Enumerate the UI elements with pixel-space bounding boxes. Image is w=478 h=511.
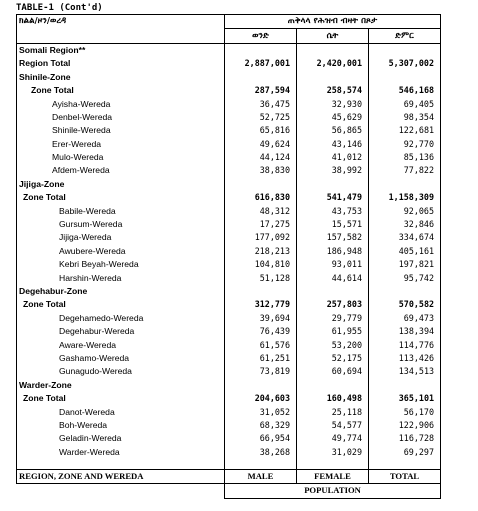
wereda-row — [17, 258, 441, 271]
row-label: Babile-Wereda — [17, 204, 225, 217]
spacer-cell — [225, 459, 297, 470]
cell-female: 38,992 — [297, 164, 369, 177]
cell-male — [225, 178, 297, 191]
cell-female: 15,571 — [297, 218, 369, 231]
cell-female: 160,498 — [297, 392, 369, 405]
spacer-cell — [369, 459, 441, 470]
cell-male: 73,819 — [225, 365, 297, 378]
cell-male: 38,268 — [225, 446, 297, 459]
cell-female: 52,175 — [297, 352, 369, 365]
row-label: Degehabur-Zone — [17, 285, 225, 298]
row-label: Aware-Wereda — [17, 338, 225, 351]
cell-male: 44,124 — [225, 151, 297, 164]
cell-female: 53,200 — [297, 338, 369, 351]
cell-female: 60,694 — [297, 365, 369, 378]
row-label: Boh-Wereda — [17, 419, 225, 432]
row-label: Afdem-Wereda — [17, 164, 225, 177]
cell-total: 92,065 — [369, 204, 441, 217]
wereda-row — [17, 111, 441, 124]
cell-male: 61,576 — [225, 338, 297, 351]
zone-heading-row — [17, 71, 441, 84]
row-label: Jijiga-Zone — [17, 178, 225, 191]
cell-total: 114,776 — [369, 338, 441, 351]
cell-total: 69,473 — [369, 312, 441, 325]
cell-total: 85,136 — [369, 151, 441, 164]
row-label: Ayisha-Wereda — [17, 97, 225, 110]
cell-female — [297, 178, 369, 191]
zone-heading-row — [17, 285, 441, 298]
row-label: Awubere-Wereda — [17, 245, 225, 258]
cell-female — [297, 43, 369, 57]
row-label: Zone Total — [17, 392, 225, 405]
wereda-row — [17, 446, 441, 459]
cell-male: 104,810 — [225, 258, 297, 271]
row-label: Mulo-Wereda — [17, 151, 225, 164]
footer-region-label: REGION, ZONE AND WEREDA — [17, 469, 225, 483]
cell-female: 45,629 — [297, 111, 369, 124]
cell-total: 138,394 — [369, 325, 441, 338]
cell-female: 43,753 — [297, 204, 369, 217]
cell-total: 5,307,002 — [369, 57, 441, 70]
wereda-row — [17, 271, 441, 284]
cell-total: 546,168 — [369, 84, 441, 97]
zone-total-row — [17, 392, 441, 405]
cell-female: 31,029 — [297, 446, 369, 459]
row-label: Degehamedo-Wereda — [17, 312, 225, 325]
row-label: Shinile-Wereda — [17, 124, 225, 137]
row-label: Warder-Zone — [17, 379, 225, 392]
cell-male: 39,694 — [225, 312, 297, 325]
row-label: Zone Total — [17, 298, 225, 311]
cell-total: 113,426 — [369, 352, 441, 365]
row-label: Degehabur-Wereda — [17, 325, 225, 338]
header-row-top — [17, 15, 441, 29]
wereda-row — [17, 325, 441, 338]
wereda-row — [17, 419, 441, 432]
cell-female: 32,930 — [297, 97, 369, 110]
row-label: Kebri Beyah-Wereda — [17, 258, 225, 271]
row-label: Danot-Wereda — [17, 405, 225, 418]
wereda-row — [17, 352, 441, 365]
page-title: TABLE-1 (Cont'd) — [16, 3, 103, 13]
spacer-cell — [297, 459, 369, 470]
wereda-row — [17, 124, 441, 137]
cell-male: 65,816 — [225, 124, 297, 137]
wereda-row — [17, 204, 441, 217]
cell-male: 61,251 — [225, 352, 297, 365]
spacer-row — [17, 459, 441, 470]
column-header-region-amharic: ክልል/ዞን/ወረዳ — [17, 15, 225, 44]
cell-female: 257,803 — [297, 298, 369, 311]
cell-total — [369, 285, 441, 298]
cell-total — [369, 71, 441, 84]
cell-male: 31,052 — [225, 405, 297, 418]
cell-female: 29,779 — [297, 312, 369, 325]
cell-female — [297, 71, 369, 84]
column-header-population-amharic: ጠቅላላ የሕዝብ ብዛት በጾታ — [225, 15, 441, 29]
row-label: Harshin-Wereda — [17, 271, 225, 284]
zone-total-row — [17, 298, 441, 311]
cell-total: 1,158,309 — [369, 191, 441, 204]
cell-male: 2,887,001 — [225, 57, 297, 70]
cell-female: 54,577 — [297, 419, 369, 432]
cell-total: 122,906 — [369, 419, 441, 432]
cell-total: 92,770 — [369, 138, 441, 151]
cell-female: 258,574 — [297, 84, 369, 97]
cell-female: 44,614 — [297, 271, 369, 284]
footer-header-row — [17, 469, 441, 483]
cell-female: 56,865 — [297, 124, 369, 137]
row-label: Zone Total — [17, 84, 225, 97]
cell-female: 49,774 — [297, 432, 369, 445]
zone-total-row — [17, 84, 441, 97]
cell-female: 541,479 — [297, 191, 369, 204]
cell-total: 334,674 — [369, 231, 441, 244]
cell-total: 116,728 — [369, 432, 441, 445]
cell-male: 204,603 — [225, 392, 297, 405]
row-label: Region Total — [17, 57, 225, 70]
row-label: Geladin-Wereda — [17, 432, 225, 445]
cell-total: 95,742 — [369, 271, 441, 284]
footer-population-label: POPULATION — [225, 484, 441, 498]
wereda-row — [17, 138, 441, 151]
cell-total: 570,582 — [369, 298, 441, 311]
cell-female: 43,146 — [297, 138, 369, 151]
cell-total: 32,846 — [369, 218, 441, 231]
wereda-row — [17, 338, 441, 351]
cell-male — [225, 43, 297, 57]
row-label: Warder-Wereda — [17, 446, 225, 459]
region-heading-row — [17, 43, 441, 57]
cell-total: 405,161 — [369, 245, 441, 258]
footer-blank-cell — [17, 484, 225, 498]
row-label: Gunagudo-Wereda — [17, 365, 225, 378]
cell-total — [369, 43, 441, 57]
cell-male: 177,092 — [225, 231, 297, 244]
cell-total — [369, 178, 441, 191]
row-label: Gashamo-Wereda — [17, 352, 225, 365]
cell-total: 77,822 — [369, 164, 441, 177]
cell-male: 66,954 — [225, 432, 297, 445]
cell-total — [369, 379, 441, 392]
cell-male — [225, 379, 297, 392]
wereda-row — [17, 405, 441, 418]
row-label: Somali Region** — [17, 43, 225, 57]
cell-male: 49,624 — [225, 138, 297, 151]
column-header-female-amharic: ሴት — [297, 29, 369, 43]
column-header-total-amharic: ድምር — [369, 29, 441, 43]
cell-male: 51,128 — [225, 271, 297, 284]
wereda-row — [17, 218, 441, 231]
cell-female — [297, 379, 369, 392]
row-label: Zone Total — [17, 191, 225, 204]
zone-heading-row — [17, 178, 441, 191]
cell-total: 56,170 — [369, 405, 441, 418]
cell-male: 48,312 — [225, 204, 297, 217]
region-total-row — [17, 57, 441, 70]
footer-female-label: FEMALE — [297, 469, 369, 483]
cell-female: 61,955 — [297, 325, 369, 338]
footer-total-label: TOTAL — [369, 469, 441, 483]
cell-female: 186,948 — [297, 245, 369, 258]
cell-male: 218,213 — [225, 245, 297, 258]
cell-female: 2,420,001 — [297, 57, 369, 70]
row-label: Gursum-Wereda — [17, 218, 225, 231]
cell-female: 93,011 — [297, 258, 369, 271]
wereda-row — [17, 164, 441, 177]
cell-total: 134,513 — [369, 365, 441, 378]
cell-female — [297, 285, 369, 298]
cell-total: 69,297 — [369, 446, 441, 459]
cell-female: 25,118 — [297, 405, 369, 418]
wereda-row — [17, 245, 441, 258]
row-label: Jijiga-Wereda — [17, 231, 225, 244]
row-label: Erer-Wereda — [17, 138, 225, 151]
cell-male — [225, 285, 297, 298]
wereda-row — [17, 151, 441, 164]
cell-male — [225, 71, 297, 84]
column-header-male-amharic: ወንድ — [225, 29, 297, 43]
footer-male-label: MALE — [225, 469, 297, 483]
cell-total: 365,101 — [369, 392, 441, 405]
cell-male: 52,725 — [225, 111, 297, 124]
cell-female: 157,582 — [297, 231, 369, 244]
cell-total: 197,821 — [369, 258, 441, 271]
zone-heading-row — [17, 379, 441, 392]
row-label: Denbel-Wereda — [17, 111, 225, 124]
cell-male: 17,275 — [225, 218, 297, 231]
cell-total: 69,405 — [369, 97, 441, 110]
cell-male: 287,594 — [225, 84, 297, 97]
cell-total: 122,681 — [369, 124, 441, 137]
wereda-row — [17, 312, 441, 325]
cell-male: 616,830 — [225, 191, 297, 204]
cell-male: 76,439 — [225, 325, 297, 338]
footer-population-row — [17, 484, 441, 498]
wereda-row — [17, 365, 441, 378]
row-label: Shinile-Zone — [17, 71, 225, 84]
zone-total-row — [17, 191, 441, 204]
cell-male: 68,329 — [225, 419, 297, 432]
spacer-cell — [17, 459, 225, 470]
wereda-row — [17, 97, 441, 110]
cell-male: 36,475 — [225, 97, 297, 110]
cell-male: 312,779 — [225, 298, 297, 311]
wereda-row — [17, 231, 441, 244]
cell-female: 41,012 — [297, 151, 369, 164]
cell-male: 38,830 — [225, 164, 297, 177]
cell-total: 98,354 — [369, 111, 441, 124]
population-table — [16, 14, 441, 499]
wereda-row — [17, 432, 441, 445]
